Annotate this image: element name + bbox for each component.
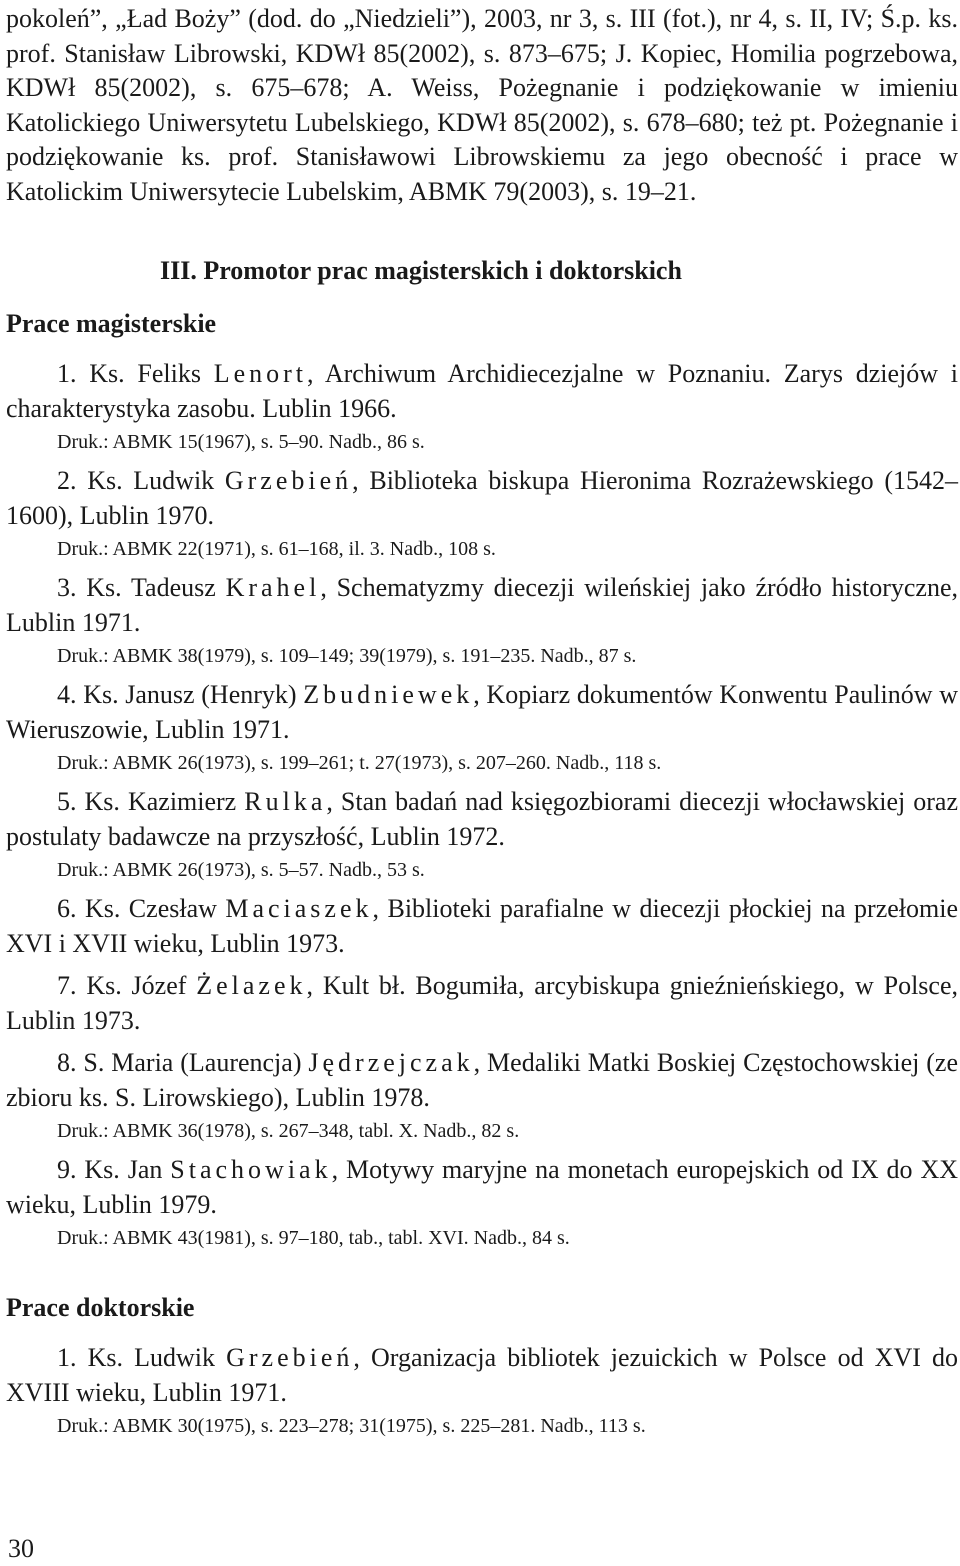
doctoral-heading: Prace doktorskie [6, 1293, 195, 1322]
list-item [6, 1153, 958, 1251]
entry-publication-note: Druk.: ABMK 26(1973), s. 5–57. Nadb., 53 s. [57, 859, 425, 881]
entry-title: , Kopiarz dokumentów Konwentu Paulinów w Wieruszowie, Lublin 1971. [6, 680, 958, 744]
entry-publication-note: Druk.: ABMK 38(1979), s. 109–149; 39(1979), s. 191–235. Nadb., 87 s. [57, 645, 637, 667]
entry-text [6, 1046, 958, 1115]
entry-author: Zbudniewek [303, 680, 474, 709]
entry-text [6, 1341, 958, 1410]
entry-prefix: 4. Ks. Janusz (Henryk) [57, 680, 304, 709]
list-item [6, 969, 958, 1038]
doctoral-list [6, 1341, 958, 1439]
page-number: 30 [8, 1534, 34, 1563]
entry-text [6, 678, 958, 747]
list-item [6, 357, 958, 455]
section-title: III. Promotor prac magisterskich i doktorskich [160, 256, 682, 285]
entry-author: Lenort [213, 359, 308, 388]
entry-author: Grzebień [226, 1343, 354, 1372]
entry-author: Jędrzejczak [308, 1048, 474, 1077]
entry-text [6, 357, 958, 426]
list-item [6, 571, 958, 669]
entry-publication-note: Druk.: ABMK 36(1978), s. 267–348, tabl. X. Nadb., 82 s. [57, 1120, 520, 1142]
entry-prefix: 1. Ks. Feliks [57, 359, 214, 388]
list-item [6, 1046, 958, 1144]
entry-author: Grzebień [224, 466, 353, 495]
intro-paragraph: pokoleń”, „Ład Boży” (dod. do „Niedzieli”), 2003, nr 3, s. III (fot.), nr 4, s. II, IV; Ś.p. ks. prof. Stanisław Librowski, KDWł 85(2002), s. 873–675; J. Kopiec, Homilia pogrzebowa, KDWł 85(2002), s. 675–678; A. Weiss, Pożegnanie i podziękowanie w imieniu Katolickiego Uniwersytetu Lubelskiego, KDWł 85(2002), s. 678–680; też pt. Pożegnanie i podziękowanie ks. prof. Stanisławowi Librowskiemu za jego obecność i prace w Katolickim Uniwersytecie Lubelskim, ABMK 79(2003), s. 19–21. [6, 4, 958, 206]
entry-title: , Stan badań nad księgozbiorami diecezji włocławskiej oraz postulaty badawcze na przyszłość, Lublin 1972. [6, 787, 958, 851]
entry-text [6, 464, 958, 533]
entry-text [6, 969, 958, 1038]
entry-publication-note: Druk.: ABMK 15(1967), s. 5–90. Nadb., 86 s. [57, 431, 425, 453]
list-item [6, 464, 958, 562]
entry-publication-note: Druk.: ABMK 43(1981), s. 97–180, tab., tabl. XVI. Nadb., 84 s. [57, 1227, 570, 1249]
entry-prefix: 7. Ks. Józef [57, 971, 197, 1000]
entry-author: Maciaszek [225, 894, 373, 923]
entry-text [6, 785, 958, 854]
entry-prefix: 5. Ks. Kazimierz [57, 787, 245, 816]
masters-list [6, 357, 958, 1251]
list-item [6, 678, 958, 776]
entry-prefix: 9. Ks. Jan [57, 1155, 171, 1184]
entry-text [6, 892, 958, 961]
entry-title: , Organizacja bibliotek jezuickich w Polsce od XVI do XVIII wieku, Lublin 1971. [6, 1343, 959, 1407]
entry-prefix: 1. Ks. Ludwik [57, 1343, 227, 1372]
entry-text [6, 1153, 958, 1222]
document-page [6, 0, 958, 1448]
entry-prefix: 3. Ks. Tadeusz [57, 573, 226, 602]
list-item [6, 785, 958, 883]
masters-heading: Prace magisterskie [6, 309, 217, 338]
entry-author: Krahel [225, 573, 321, 602]
entry-title: , Medaliki Matki Boskiej Częstochowskiej (ze zbioru ks. S. Lirowskiego), Lublin 1978. [6, 1048, 958, 1112]
entry-author: Rulka [244, 787, 327, 816]
entry-author: Żelazek [196, 971, 307, 1000]
entry-publication-note: Druk.: ABMK 22(1971), s. 61–168, il. 3. Nadb., 108 s. [57, 538, 496, 560]
entry-author: Stachowiak [170, 1155, 332, 1184]
entry-text [6, 571, 958, 640]
entry-prefix: 6. Ks. Czesław [57, 894, 226, 923]
entry-title: , Archiwum Archidiecezjalne w Poznaniu. Zarys dziejów i charakterystyka zasobu. Lublin 1966. [6, 359, 958, 423]
entry-publication-note: Druk.: ABMK 30(1975), s. 223–278; 31(1975), s. 225–281. Nadb., 113 s. [57, 1415, 646, 1437]
entry-title: , Kult bł. Bogumiła, arcybiskupa gnieźnieńskiego, w Polsce, Lublin 1973. [6, 971, 958, 1035]
entry-title: , Biblioteki parafialne w diecezji płockiej na przełomie XVI i XVII wieku, Lublin 1973. [6, 894, 958, 958]
entry-prefix: 2. Ks. Ludwik [57, 466, 225, 495]
list-item [6, 1341, 958, 1439]
list-item [6, 892, 958, 961]
entry-prefix: 8. S. Maria (Laurencja) [57, 1048, 309, 1077]
entry-publication-note: Druk.: ABMK 26(1973), s. 199–261; t. 27(1973), s. 207–260. Nadb., 118 s. [57, 752, 662, 774]
entry-title: , Schematyzmy diecezji wileńskiej jako źródło historyczne, Lublin 1971. [6, 573, 958, 637]
entry-title: , Motywy maryjne na monetach europejskich od IX do XX wieku, Lublin 1979. [6, 1155, 958, 1219]
entry-title: , Biblioteka biskupa Hieronima Rozrażewskiego (1542–1600), Lublin 1970. [6, 466, 958, 530]
